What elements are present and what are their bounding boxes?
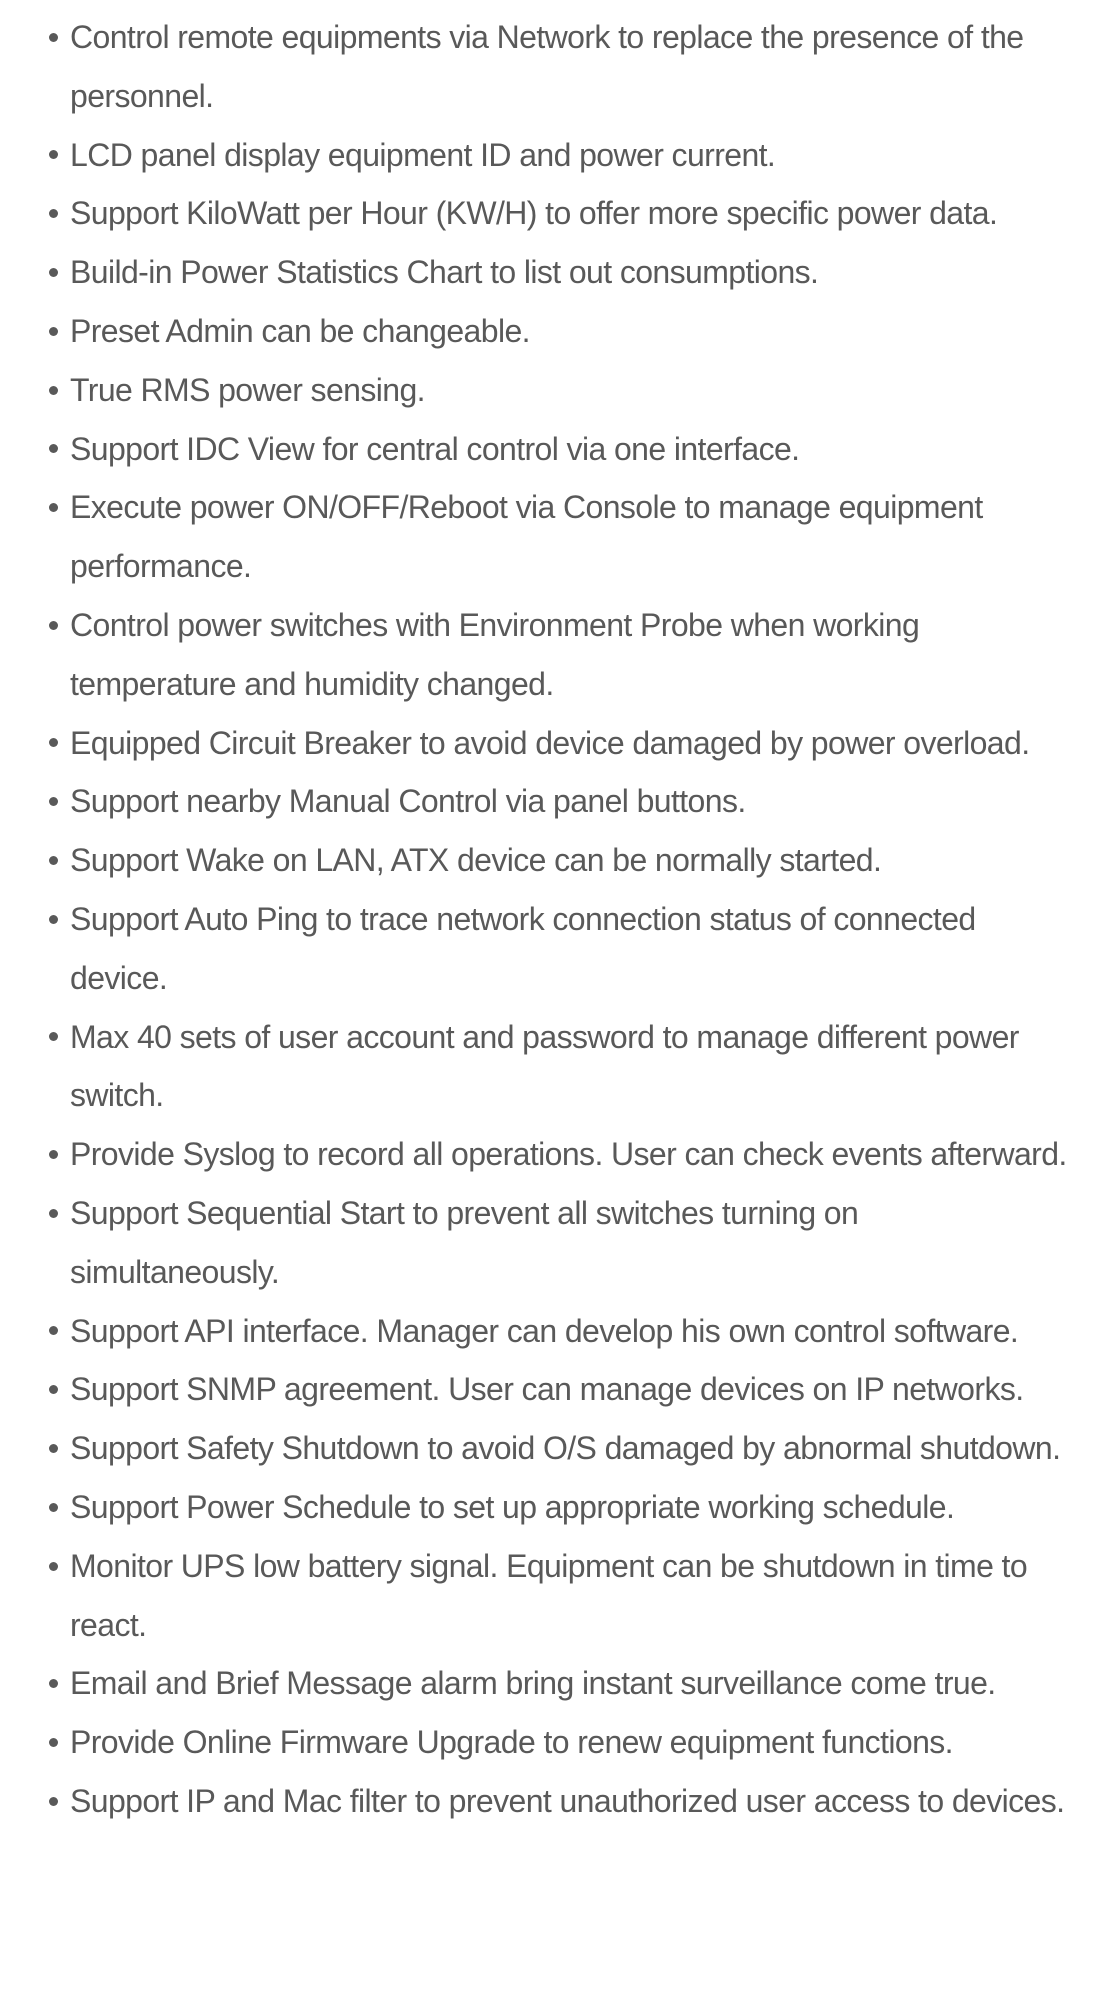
feature-text: Support KiloWatt per Hour (KW/H) to offer more specific power data. [70, 195, 998, 232]
feature-item [70, 831, 1070, 890]
bullet-icon [46, 1419, 60, 1478]
bullet-icon [46, 8, 60, 67]
feature-item [70, 1360, 1070, 1419]
feature-item [70, 8, 1070, 126]
feature-text: Control power switches with Environment Probe when working temperature and humidity changed. [70, 606, 920, 702]
feature-item [70, 1537, 1070, 1655]
feature-item [70, 1478, 1070, 1537]
feature-item [70, 890, 1070, 1008]
bullet-icon [46, 361, 60, 420]
feature-text: Email and Brief Message alarm bring instant surveillance come true. [70, 1665, 996, 1702]
bullet-icon [46, 126, 60, 185]
bullet-icon [46, 1302, 60, 1361]
feature-item [70, 478, 1070, 596]
feature-item [70, 184, 1070, 243]
feature-item [70, 596, 1070, 714]
feature-text: Support Auto Ping to trace network connection status of connected device. [70, 900, 976, 996]
bullet-icon [46, 1008, 60, 1067]
bullet-icon [46, 714, 60, 773]
feature-text: Equipped Circuit Breaker to avoid device damaged by power overload. [70, 724, 1030, 761]
bullet-icon [46, 478, 60, 537]
feature-text: Support nearby Manual Control via panel buttons. [70, 783, 746, 820]
feature-text: Execute power ON/OFF/Reboot via Console to manage equipment performance. [70, 489, 983, 585]
bullet-icon [46, 184, 60, 243]
bullet-icon [46, 1772, 60, 1831]
feature-item [70, 361, 1070, 420]
bullet-icon [46, 1537, 60, 1596]
feature-item [70, 126, 1070, 185]
feature-text: Provide Online Firmware Upgrade to renew equipment functions. [70, 1724, 953, 1761]
feature-item [70, 1419, 1070, 1478]
bullet-icon [46, 420, 60, 479]
feature-item [70, 1302, 1070, 1361]
feature-text: Support API interface. Manager can develop his own control software. [70, 1312, 1019, 1349]
feature-text: Support Power Schedule to set up appropriate working schedule. [70, 1488, 955, 1525]
bullet-icon [46, 596, 60, 655]
bullet-icon [46, 772, 60, 831]
feature-item [70, 772, 1070, 831]
feature-item [70, 1772, 1070, 1831]
feature-item [70, 420, 1070, 479]
feature-text: Support IP and Mac filter to prevent unauthorized user access to devices. [70, 1782, 1065, 1819]
feature-text: Support Safety Shutdown to avoid O/S damaged by abnormal shutdown. [70, 1430, 1061, 1467]
bullet-icon [46, 1654, 60, 1713]
feature-item [70, 714, 1070, 773]
bullet-icon [46, 1125, 60, 1184]
feature-text: LCD panel display equipment ID and power current. [70, 136, 776, 173]
feature-item [70, 302, 1070, 361]
feature-item [70, 1713, 1070, 1772]
feature-text: Max 40 sets of user account and password to manage different power switch. [70, 1018, 1019, 1114]
feature-item [70, 243, 1070, 302]
feature-text: Monitor UPS low battery signal. Equipment can be shutdown in time to react. [70, 1547, 1028, 1643]
feature-text: Preset Admin can be changeable. [70, 312, 530, 349]
feature-text: Control remote equipments via Network to replace the presence of the personnel. [70, 19, 1024, 114]
feature-item [70, 1008, 1070, 1126]
bullet-icon [46, 831, 60, 890]
feature-text: Provide Syslog to record all operations. User can check events afterward. [70, 1136, 1067, 1173]
feature-text: Support Sequential Start to prevent all switches turning on simultaneously. [70, 1194, 859, 1290]
feature-text: True RMS power sensing. [70, 371, 425, 408]
bullet-icon [46, 1360, 60, 1419]
bullet-icon [46, 1184, 60, 1243]
feature-text: Build-in Power Statistics Chart to list out consumptions. [70, 254, 819, 291]
feature-item [70, 1125, 1070, 1184]
bullet-icon [46, 243, 60, 302]
bullet-icon [46, 1713, 60, 1772]
bullet-icon [46, 302, 60, 361]
feature-text: Support SNMP agreement. User can manage devices on IP networks. [70, 1371, 1024, 1408]
feature-text: Support IDC View for central control via one interface. [70, 430, 800, 467]
bullet-icon [46, 1478, 60, 1537]
bullet-icon [46, 890, 60, 949]
feature-text: Support Wake on LAN, ATX device can be normally started. [70, 842, 882, 879]
feature-item [70, 1654, 1070, 1713]
feature-item [70, 1184, 1070, 1302]
